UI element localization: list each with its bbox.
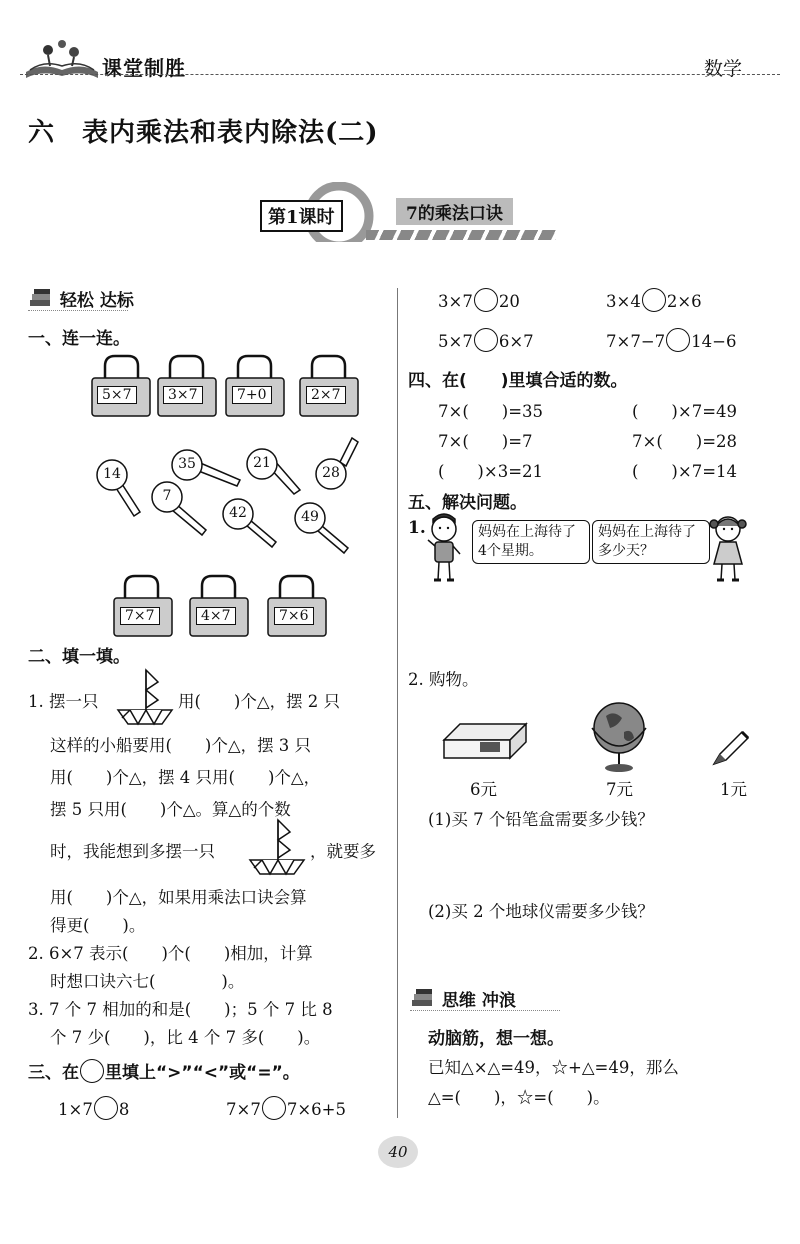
q2-text: 2. 6×7 表示( )个( )相加，计算 — [28, 944, 313, 963]
badge-think — [410, 986, 516, 1011]
speech-bubble-boy: 妈妈在上海待了4个星期。 — [472, 520, 590, 564]
key-label: 7 — [162, 488, 172, 504]
lock-label: 7×7 — [120, 607, 160, 625]
price-label: 6元 — [470, 780, 497, 799]
fill-item: ( )×7=49 — [632, 402, 738, 421]
compare-item: 5×7 6×7 — [438, 328, 534, 352]
badge-easy-text: 轻松 达标 — [59, 291, 134, 311]
q1-text: ，就要多 — [310, 842, 376, 861]
fill-item: ( )×7=14 — [632, 462, 738, 481]
key-label: 21 — [253, 455, 271, 471]
s5-q2-title: 2. 购物。 — [408, 670, 479, 689]
globe-icon — [586, 698, 652, 776]
compare-item: 3×4 2×6 — [606, 288, 702, 312]
section-3-title: 三、在 里填上“>”“<”或“=”。 — [28, 1058, 300, 1083]
chapter-title: 六 表内乘法和表内除法(二) — [28, 118, 379, 148]
compare-circle[interactable] — [474, 288, 498, 312]
q2-text: 时想口诀六七( )。 — [50, 972, 245, 991]
fill-item: ( )×3=21 — [438, 462, 544, 481]
q1-text: 这样的小船要用( )个△，摆 3 只 — [50, 736, 312, 755]
q1-text: 用( )个△，如果用乘法口诀会算 — [50, 888, 307, 907]
key-label: 35 — [178, 456, 196, 472]
compare-item: 3×7 20 — [438, 288, 520, 312]
girl-figure-icon — [706, 512, 750, 588]
s5-q2-sub2: (2)买 2 个地球仪需要多少钱？ — [428, 902, 654, 921]
think-line: △=( )，☆=( )。 — [428, 1088, 610, 1107]
boy-figure-icon — [424, 512, 466, 588]
lesson-label: 第1课时 — [260, 200, 343, 232]
price-label: 1元 — [720, 780, 747, 799]
triangle-boat-icon — [246, 818, 308, 876]
page-number: 40 — [378, 1136, 418, 1168]
compare-circle[interactable] — [262, 1096, 286, 1120]
q1-text: 时，我能想到多摆一只 — [50, 842, 215, 861]
q3-text: 3. 7 个 7 相加的和是( )；5 个 7 比 8 — [28, 1000, 333, 1019]
section-5-title: 五、解决问题。 — [408, 493, 527, 513]
speech-bubble-girl: 妈妈在上海待了多少天？ — [592, 520, 710, 564]
s5-q1-number: 1. — [408, 518, 426, 538]
pencil-case-icon — [440, 718, 530, 764]
price-label: 7元 — [606, 780, 633, 799]
s5-q2-sub1: (1)买 7 个铅笔盒需要多少钱？ — [428, 810, 654, 829]
compare-item: 7×7 7×6+5 — [226, 1096, 346, 1120]
q1-text: 摆 5 只用( )个△。算△的个数 — [50, 800, 291, 819]
fill-item: 7×( )=35 — [438, 402, 544, 421]
lock-label: 3×7 — [163, 386, 203, 404]
q1-text: 用( )个△，摆 4 只用( )个△， — [50, 768, 321, 787]
q1-text: 得更( )。 — [50, 916, 146, 935]
lesson-topic: 7的乘法口诀 — [396, 198, 513, 225]
lock-label: 4×7 — [196, 607, 236, 625]
think-title: 动脑筋，想一想。 — [428, 1029, 564, 1049]
section-1-title: 一、连一连。 — [28, 329, 130, 349]
section-4-title: 四、在( )里填合适的数。 — [408, 371, 628, 391]
triangle-boat-icon — [114, 668, 176, 726]
key-label: 49 — [301, 509, 319, 525]
lock-label: 7+0 — [232, 386, 272, 404]
compare-circle[interactable] — [642, 288, 666, 312]
compare-item: 1×7 8 — [58, 1096, 129, 1120]
pencil-icon — [708, 726, 754, 770]
compare-circle[interactable] — [80, 1059, 104, 1083]
lock-label: 5×7 — [97, 386, 137, 404]
q1-text: 1. 摆一只 — [28, 692, 99, 711]
compare-item: 7×7−7 14−6 — [606, 328, 736, 352]
compare-circle[interactable] — [666, 328, 690, 352]
series-title: 课堂制胜 — [102, 56, 186, 80]
lock-label: 7×6 — [274, 607, 314, 625]
think-line: 已知△×△=49，☆+△=49，那么 — [428, 1058, 679, 1077]
badge-think-text: 思维 冲浪 — [441, 991, 516, 1011]
key-label: 14 — [103, 466, 121, 482]
fill-item: 7×( )=28 — [632, 432, 738, 451]
section-2-title: 二、填一填。 — [28, 647, 130, 667]
compare-circle[interactable] — [94, 1096, 118, 1120]
subject-label: 数学 — [704, 58, 743, 80]
fill-item: 7×( )=7 — [438, 432, 533, 451]
q1-text: 用( )个△，摆 2 只 — [178, 692, 341, 711]
compare-circle[interactable] — [474, 328, 498, 352]
key-label: 42 — [229, 505, 247, 521]
q3-text: 个 7 少( )，比 4 个 7 多( )。 — [50, 1028, 321, 1047]
key-label: 28 — [322, 465, 340, 481]
books-icon — [410, 988, 436, 1010]
lock-label: 2×7 — [306, 386, 346, 404]
